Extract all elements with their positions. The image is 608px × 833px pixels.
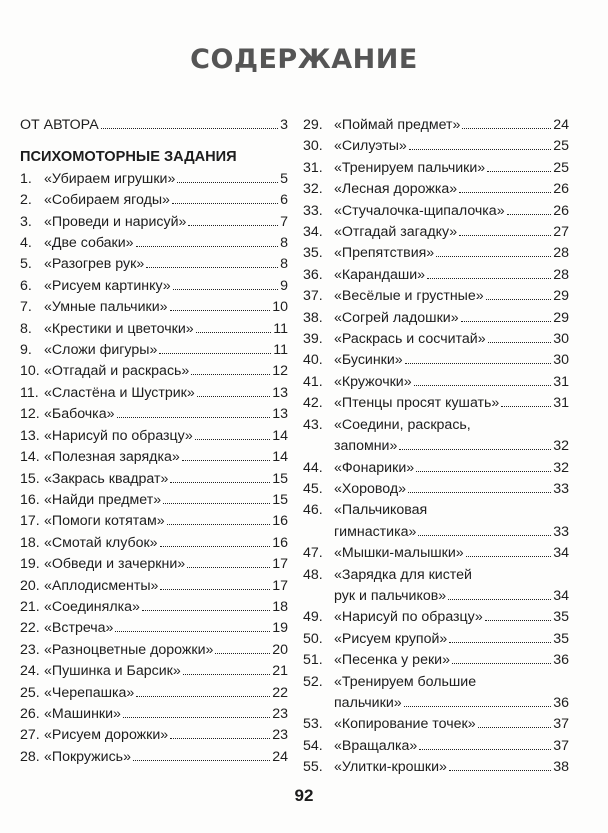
- toc-entry-title: «Аплодисменты»: [44, 577, 159, 594]
- toc-entry-page: 27: [553, 224, 569, 241]
- toc-entry-title: «Две собаки»: [44, 235, 134, 252]
- dot-leader: [117, 417, 271, 418]
- page-title: СОДЕРЖАНИЕ: [190, 44, 418, 75]
- toc-entry-number: 29.: [303, 117, 323, 133]
- toc-entry-title: «Разогрев рук»: [44, 256, 145, 273]
- toc-entry-number: 27.: [20, 727, 40, 744]
- toc-entry-number: 44.: [303, 459, 323, 476]
- toc-entry: [303, 436, 569, 457]
- dot-leader: [136, 696, 270, 697]
- toc-entry-number: 48.: [303, 566, 323, 583]
- toc-entry-number: 32.: [303, 181, 323, 198]
- toc-entry-title: «Пальчиковая: [334, 502, 428, 519]
- dot-leader: [182, 460, 270, 461]
- dot-leader: [183, 674, 270, 675]
- toc-entry-title: «Собираем ягоды»: [44, 192, 170, 209]
- toc-entry-page: 24: [553, 117, 569, 133]
- dot-leader: [462, 128, 551, 129]
- toc-entry-page: 14: [272, 427, 288, 444]
- toc-entry: [20, 597, 288, 618]
- toc-entry: [303, 115, 569, 136]
- toc-entry-title: «Рисуем дорожки»: [44, 727, 169, 744]
- toc-entry: [303, 522, 569, 543]
- toc-entry-title: «Сластёна и Шустрик»: [44, 384, 195, 401]
- toc-entry: [20, 747, 288, 768]
- toc-entry: [303, 372, 569, 393]
- toc-entry-page: 28: [553, 245, 569, 262]
- toc-entry-page: 23: [272, 705, 288, 722]
- toc-entry: [20, 233, 288, 254]
- toc-entry: [20, 169, 288, 190]
- toc-entry: [20, 511, 288, 532]
- toc-entry-title: «Тренируем пальчики»: [334, 159, 486, 176]
- dot-leader: [170, 482, 270, 483]
- toc-entry-page: 18: [272, 598, 288, 615]
- toc-entry-title: «Помоги котятам»: [44, 513, 165, 530]
- dot-leader: [418, 535, 551, 536]
- toc-entry-number: 20.: [20, 577, 40, 594]
- toc-entry-number: 1.: [20, 170, 32, 187]
- toc-entry-page: 15: [272, 491, 288, 508]
- toc-entry: [303, 393, 569, 414]
- toc-entry-page: 10: [272, 299, 288, 316]
- toc-entry: [20, 426, 288, 447]
- toc-entry-number: 15.: [20, 470, 40, 487]
- toc-entry-number: 38.: [303, 309, 323, 326]
- dot-leader: [160, 589, 270, 590]
- toc-entry-title-continued: пальчики»: [334, 694, 402, 711]
- toc-entry-number: 40.: [303, 352, 323, 369]
- toc-entry-title: «Песенка у реки»: [334, 652, 450, 669]
- toc-entry-number: 26.: [20, 705, 40, 722]
- toc-entry: [20, 297, 288, 318]
- toc-entry-page: 22: [272, 684, 288, 701]
- toc-entry-page: 9: [280, 277, 288, 294]
- toc-entry-title: «Лесная дорожка»: [334, 181, 458, 198]
- dot-leader: [167, 524, 271, 525]
- toc-entry-number: 46.: [303, 502, 323, 519]
- toc-entry-page: 19: [272, 620, 288, 637]
- toc-entry-title: «Пушинка и Барсик»: [44, 663, 181, 680]
- toc-entry-number: 55.: [303, 759, 323, 776]
- toc-entry-number: 24.: [20, 663, 40, 680]
- toc-entry: [303, 265, 569, 286]
- dot-leader: [170, 310, 271, 311]
- toc-left-column: [20, 115, 288, 768]
- dot-leader: [173, 289, 278, 290]
- toc-entry-page: 35: [553, 630, 569, 647]
- toc-entry-title: «Встреча»: [44, 620, 114, 637]
- toc-entry-page: 37: [553, 716, 569, 733]
- toc-entry-title-continued: запомни»: [334, 438, 398, 455]
- toc-entry: [20, 383, 288, 404]
- dot-leader: [487, 171, 551, 172]
- toc-entry-number: 33.: [303, 202, 323, 219]
- dot-leader: [195, 439, 270, 440]
- toc-entry-number: 23.: [20, 641, 40, 658]
- toc-entry-number: 6.: [20, 277, 32, 294]
- toc-entry-page: 26: [553, 181, 569, 198]
- dot-leader: [115, 631, 270, 632]
- toc-entry-page: 11: [273, 320, 288, 337]
- toc-entry-page: 30: [553, 331, 569, 348]
- toc-entry-page: 13: [272, 384, 288, 401]
- toc-entry-number: 7.: [20, 299, 32, 316]
- dot-leader: [478, 727, 552, 728]
- toc-entry-number: 16.: [20, 491, 40, 508]
- toc-entry-page: 16: [272, 534, 288, 551]
- toc-entry: [20, 704, 288, 725]
- dot-leader: [414, 385, 552, 386]
- toc-entry-title: «Препятствия»: [334, 245, 435, 262]
- toc-entry-page: 25: [553, 138, 569, 155]
- dot-leader: [408, 492, 551, 493]
- toc-entry-number: 34.: [303, 224, 323, 241]
- toc-entry-author: [20, 115, 288, 136]
- toc-entry-page: 13: [272, 406, 288, 423]
- toc-entry-title: «Бабочка»: [44, 406, 115, 423]
- toc-entry-title: «Отгадай и раскрась»: [44, 363, 190, 380]
- toc-entry: [20, 469, 288, 490]
- toc-entry-line: [303, 500, 569, 521]
- toc-entry-title: «Карандаши»: [334, 266, 426, 283]
- toc-entry-title: «Смотай клубок»: [44, 534, 158, 551]
- toc-entry-title: «Птенцы просят кушать»: [334, 395, 500, 412]
- dot-leader: [436, 256, 551, 257]
- toc-entry: [303, 222, 569, 243]
- toc-entry: [20, 447, 288, 468]
- toc-entry: [303, 286, 569, 307]
- toc-entry-title: «Закрась квадрат»: [44, 470, 169, 487]
- toc-entry: [303, 714, 569, 735]
- toc-entry-title: «Стучалочка-щипалочка»: [334, 202, 505, 219]
- dot-leader: [160, 546, 271, 547]
- toc-entry-title: «Машинки»: [44, 705, 121, 722]
- toc-entry-title: «Обведи и зачеркни»: [44, 556, 186, 573]
- toc-entry-number: 45.: [303, 480, 323, 497]
- dot-leader: [101, 128, 278, 129]
- toc-entry-number: 54.: [303, 737, 323, 754]
- toc-entry-number: 17.: [20, 513, 40, 530]
- toc-entry-number: 50.: [303, 630, 323, 647]
- toc-entry-line: [303, 672, 569, 693]
- toc-entry-page: 11: [273, 342, 288, 359]
- toc-entry: [303, 543, 569, 564]
- toc-entry-page: 36: [553, 652, 569, 669]
- toc-entry-title: «Соедини, раскрась,: [334, 416, 471, 433]
- toc-entry-page: 23: [272, 727, 288, 744]
- toc-entry: [303, 607, 569, 628]
- toc-entry: [20, 576, 288, 597]
- dot-leader: [404, 706, 552, 707]
- toc-entry-title: «Зарядка для кистей: [334, 566, 472, 583]
- toc-entry-title: «Соединялка»: [44, 598, 140, 615]
- toc-entry-number: 43.: [303, 416, 323, 433]
- dot-leader: [191, 374, 270, 375]
- dot-leader: [163, 503, 270, 504]
- toc-entry-number: 52.: [303, 673, 323, 690]
- dot-leader: [501, 406, 551, 407]
- toc-entry-page: 5: [280, 170, 288, 187]
- toc-list-right: [303, 115, 569, 779]
- dot-leader: [399, 449, 551, 450]
- dot-leader: [159, 353, 271, 354]
- toc-entry-page: 34: [553, 587, 569, 604]
- dot-leader: [187, 567, 270, 568]
- toc-list-left: [20, 169, 288, 768]
- toc-entry-title: «Сложи фигуры»: [44, 342, 158, 359]
- toc-entry-page: 30: [553, 352, 569, 369]
- toc-entry-title: «Копирование точек»: [334, 716, 476, 733]
- dot-leader: [409, 149, 551, 150]
- toc-entry: [20, 554, 288, 575]
- toc-entry-number: 12.: [20, 406, 40, 423]
- toc-entry-title: «Силуэты»: [334, 138, 407, 155]
- page-number: 92: [294, 786, 314, 805]
- toc-entry-number: 18.: [20, 534, 40, 551]
- toc-entry: [303, 179, 569, 200]
- dot-leader: [123, 717, 270, 718]
- toc-entry-page: 16: [272, 513, 288, 530]
- toc-entry-page: 32: [553, 459, 569, 476]
- toc-entry-page: 8: [280, 256, 288, 273]
- toc-entry: [20, 661, 288, 682]
- toc-entry-page: 25: [553, 159, 569, 176]
- toc-entry-title: «Крестики и цветочки»: [44, 320, 194, 337]
- toc-entry: [303, 243, 569, 264]
- toc-entry: [20, 490, 288, 511]
- dot-leader: [459, 235, 551, 236]
- dot-leader: [188, 225, 278, 226]
- dot-leader: [133, 760, 270, 761]
- toc-entry-page: 14: [272, 449, 288, 466]
- toc-entry-title: «Мышки-малышки»: [334, 545, 464, 562]
- toc-entry-title-continued: гимнастика»: [334, 523, 417, 540]
- toc-entry-title: «Вращалка»: [334, 737, 418, 754]
- dot-leader: [215, 653, 270, 654]
- toc-entry-page: 21: [272, 663, 288, 680]
- toc-entry-title: «Раскрась и сосчитай»: [334, 331, 486, 348]
- toc-entry: [303, 693, 569, 714]
- toc-entry: [20, 340, 288, 361]
- toc-entry-page: 38: [553, 759, 569, 776]
- toc-entry-page: 31: [553, 373, 569, 390]
- dot-leader: [461, 321, 552, 322]
- toc-entry-number: 9.: [20, 342, 32, 359]
- toc-entry: [20, 533, 288, 554]
- toc-entry-number: 30.: [303, 138, 323, 155]
- toc-entry-page: 29: [553, 288, 569, 305]
- toc-entry-title: «Отгадай загадку»: [334, 224, 458, 241]
- toc-entry-page: 33: [553, 523, 569, 540]
- dot-leader: [405, 363, 552, 364]
- toc-entry-number: 42.: [303, 395, 323, 412]
- toc-entry-title: «Поймай предмет»: [334, 117, 461, 133]
- toc-entry-title: «Убираем игрушки»: [44, 170, 176, 187]
- toc-entry-number: 28.: [20, 748, 40, 765]
- dot-leader: [485, 620, 551, 621]
- toc-entry-number: 5.: [20, 256, 32, 273]
- dot-leader: [507, 214, 552, 215]
- toc-entry-page: 7: [280, 213, 288, 230]
- toc-entry-page: 17: [272, 577, 288, 594]
- toc-entry: [20, 683, 288, 704]
- toc-entry-title: «Согрей ладошки»: [334, 309, 459, 326]
- toc-entry: [303, 308, 569, 329]
- toc-entry-page: 3: [280, 117, 288, 133]
- toc-entry-title: «Рисуем крупой»: [334, 630, 448, 647]
- toc-entry-page: 8: [280, 235, 288, 252]
- toc-entry-title: «Весёлые и грустные»: [334, 288, 484, 305]
- toc-entry-page: 6: [280, 192, 288, 209]
- toc-entry-title: «Найди предмет»: [44, 491, 162, 508]
- dot-leader: [449, 770, 551, 771]
- toc-entry-page: 17: [272, 556, 288, 573]
- toc-entry-number: 53.: [303, 716, 323, 733]
- toc-entry-title: «Проведи и нарисуй»: [44, 213, 187, 230]
- toc-entry-title: «Фонарики»: [334, 459, 415, 476]
- toc-entry-number: 11.: [20, 384, 39, 401]
- dot-leader: [427, 278, 551, 279]
- toc-entry: [303, 586, 569, 607]
- toc-entry-number: 19.: [20, 556, 40, 573]
- toc-entry-number: 37.: [303, 288, 323, 305]
- toc-entry-number: 39.: [303, 331, 323, 348]
- dot-leader: [142, 610, 270, 611]
- dot-leader: [177, 182, 278, 183]
- toc-entry-number: 35.: [303, 245, 323, 262]
- toc-entry-page: 37: [553, 737, 569, 754]
- toc-entry: [20, 404, 288, 425]
- dot-leader: [488, 342, 552, 343]
- toc-entry-number: 4.: [20, 235, 32, 252]
- dot-leader: [466, 556, 552, 557]
- toc-entry-page: 33: [553, 480, 569, 497]
- toc-entry: [20, 640, 288, 661]
- toc-entry-page: 34: [553, 545, 569, 562]
- toc-entry: [303, 757, 569, 778]
- toc-entry-page: 24: [272, 748, 288, 765]
- toc-entry: [303, 458, 569, 479]
- toc-entry-title: «Улитки-крошки»: [334, 759, 447, 776]
- toc-entry-title: «Хоровод»: [334, 480, 406, 497]
- toc-entry-page: 26: [553, 202, 569, 219]
- toc-entry-page: 36: [553, 694, 569, 711]
- toc-entry-title: «Нарисуй по образцу»: [334, 609, 483, 626]
- toc-entry-page: 15: [272, 470, 288, 487]
- toc-entry-title: «Полезная зарядка»: [44, 449, 180, 466]
- toc-entry-number: 25.: [20, 684, 40, 701]
- toc-entry: [303, 201, 569, 222]
- toc-entry-page: 35: [553, 609, 569, 626]
- toc-entry: [303, 350, 569, 371]
- toc-entry: [20, 361, 288, 382]
- section-heading: ПСИХОМОТОРНЫЕ ЗАДАНИЯ: [20, 149, 237, 166]
- toc-entry: [20, 725, 288, 746]
- toc-entry: [20, 618, 288, 639]
- toc-entry-title: «Разноцветные дорожки»: [44, 641, 214, 658]
- toc-entry-number: 49.: [303, 609, 323, 626]
- toc-entry-number: 21.: [20, 598, 40, 615]
- toc-entry-number: 22.: [20, 620, 40, 637]
- toc-entry: [20, 190, 288, 211]
- toc-entry-line: [303, 565, 569, 586]
- toc-entry-number: 36.: [303, 266, 323, 283]
- toc-entry-title: «Рисуем картинку»: [44, 277, 171, 294]
- toc-entry-number: 2.: [20, 192, 32, 209]
- toc-entry-title: «Покружись»: [44, 748, 131, 765]
- dot-leader: [136, 246, 279, 247]
- toc-entry-number: 14.: [20, 449, 40, 466]
- dot-leader: [459, 192, 551, 193]
- toc-entry-page: 32: [553, 438, 569, 455]
- toc-entry-title-continued: рук и пальчиков»: [334, 587, 447, 604]
- toc-entry-page: 12: [272, 363, 288, 380]
- dot-leader: [448, 599, 551, 600]
- toc-entry-title: «Черепашка»: [44, 684, 135, 701]
- toc-entry-page: 29: [553, 309, 569, 326]
- dot-leader: [172, 203, 278, 204]
- dot-leader: [452, 663, 551, 664]
- toc-entry-page: 31: [553, 395, 569, 412]
- toc-entry: [303, 136, 569, 157]
- dot-leader: [196, 332, 272, 333]
- toc-entry-title: «Нарисуй по образцу»: [44, 427, 193, 444]
- toc-entry-number: 41.: [303, 373, 323, 390]
- dot-leader: [170, 738, 270, 739]
- toc-entry-title: «Тренируем большие: [334, 673, 477, 690]
- toc-entry-number: 47.: [303, 545, 323, 562]
- toc-right-column: [303, 115, 569, 779]
- toc-entry-number: 51.: [303, 652, 323, 669]
- dot-leader: [197, 396, 270, 397]
- toc-entry-number: 8.: [20, 320, 32, 337]
- toc-entry: [20, 319, 288, 340]
- toc-entry: [20, 212, 288, 233]
- toc-entry-title: «Бусинки»: [334, 352, 403, 369]
- toc-entry-title: «Кружочки»: [334, 373, 412, 390]
- toc-entry-number: 31.: [303, 159, 323, 176]
- toc-entry: [303, 329, 569, 350]
- dot-leader: [416, 471, 551, 472]
- toc-entry: [303, 158, 569, 179]
- toc-entry-title: ОТ АВТОРА: [20, 117, 99, 133]
- toc-entry-title: «Умные пальчики»: [44, 299, 168, 316]
- dot-leader: [449, 642, 551, 643]
- toc-entry: [303, 650, 569, 671]
- toc-entry-page: 20: [272, 641, 288, 658]
- toc-entry-number: 13.: [20, 427, 40, 444]
- toc-entry: [303, 736, 569, 757]
- toc-entry-number: 3.: [20, 213, 32, 230]
- dot-leader: [486, 299, 552, 300]
- dot-leader: [146, 267, 278, 268]
- toc-entry: [303, 479, 569, 500]
- toc-entry-line: [303, 415, 569, 436]
- toc-entry-page: 28: [553, 266, 569, 283]
- toc-entry-number: 10.: [20, 363, 40, 380]
- toc-entry: [20, 254, 288, 275]
- toc-entry: [303, 629, 569, 650]
- toc-entry: [20, 276, 288, 297]
- dot-leader: [419, 749, 551, 750]
